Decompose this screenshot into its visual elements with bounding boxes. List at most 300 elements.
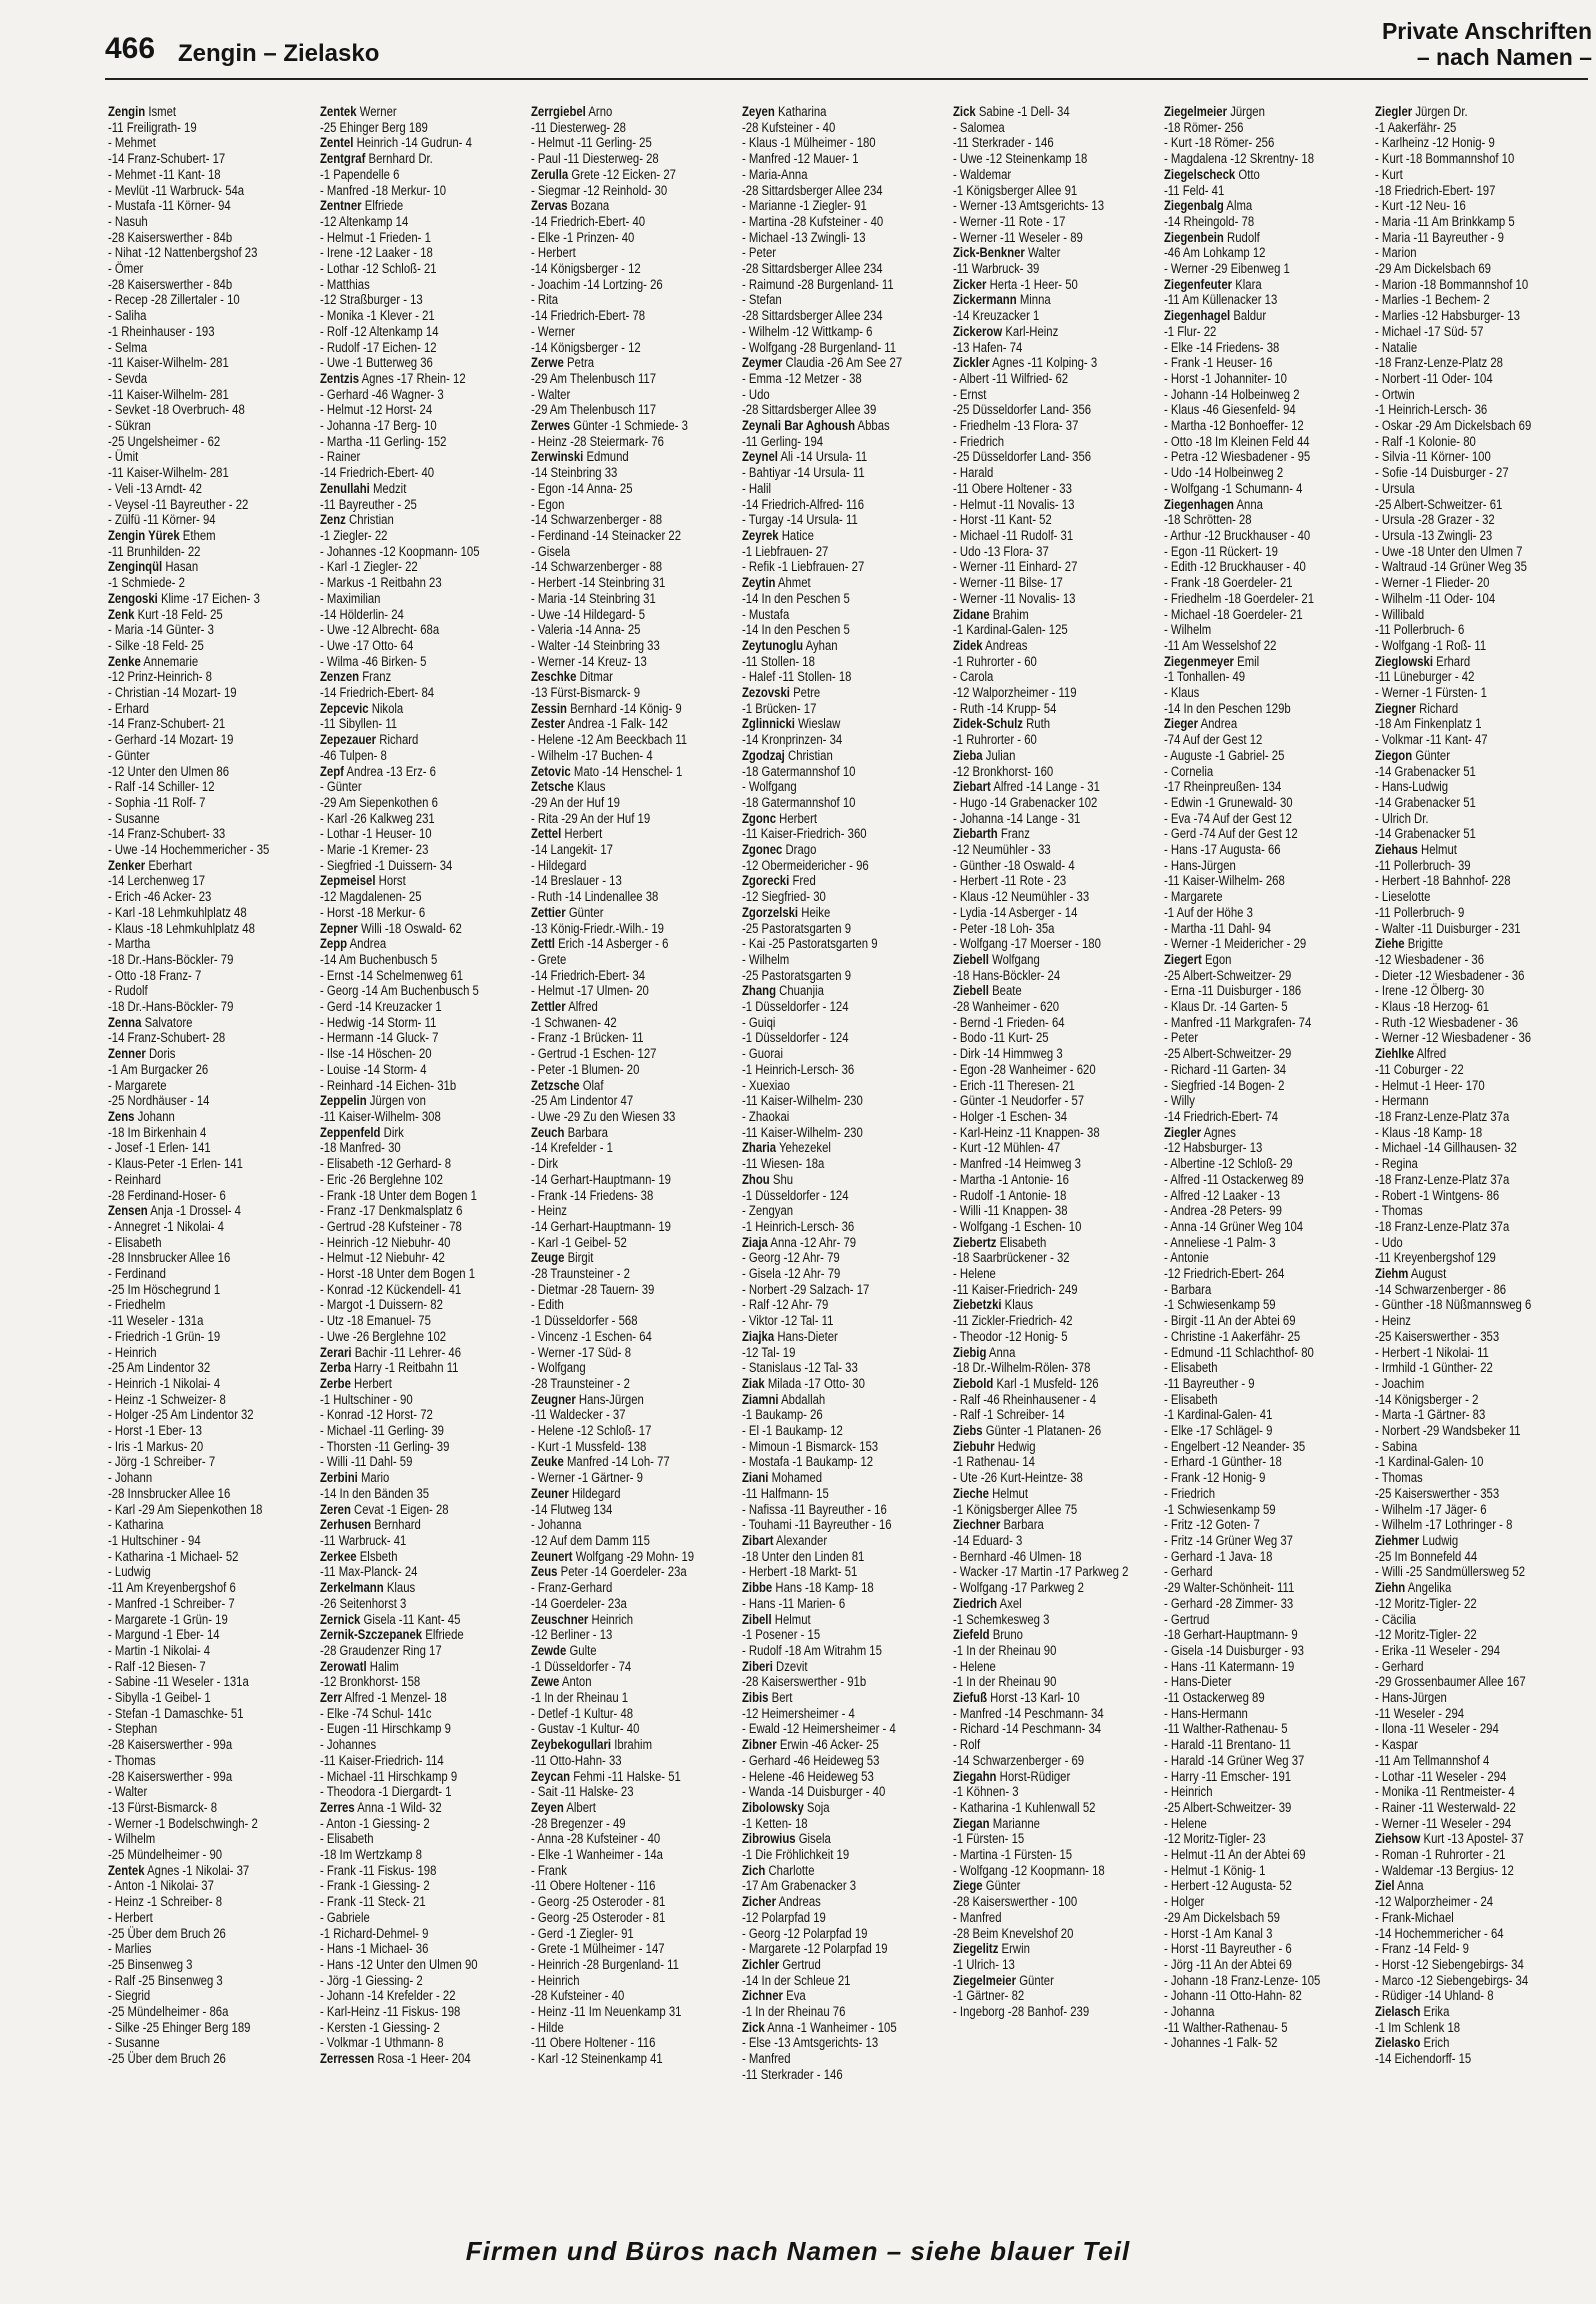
directory-entry [320, 151, 492, 167]
entry-details: - Helmut -1 Frieden- 1 [320, 229, 431, 245]
entry-details: - Georg -12 Ahr- 79 [742, 1250, 840, 1266]
entry-details: - Heinrich [108, 1344, 157, 1360]
entry-details: -29 Am Dickelsbach 69 [1375, 261, 1491, 277]
entry-details: - Frank -14 Friedens- 38 [531, 1187, 654, 1203]
entry-details: Klaus [386, 1580, 416, 1596]
entry-details: - Rudolf -18 Am Witrahm 15 [742, 1642, 882, 1658]
directory-entry [742, 1753, 914, 1769]
entry-details: -29 Am Siepenkothen 6 [320, 794, 438, 810]
directory-entry [1375, 921, 1547, 937]
entry-details: -14 Schwarzenberger - 86 [1375, 1281, 1507, 1297]
entry-details: - Ilse -14 Höschen- 20 [320, 1046, 432, 1062]
entry-details: Karl-Heinz [1005, 323, 1059, 339]
entry-details: - Manfred -1 Schreiber- 7 [108, 1595, 235, 1611]
entry-details: - Cäcilia [1375, 1611, 1416, 1627]
directory-entry [742, 1313, 914, 1329]
entry-details: Drago [785, 842, 817, 858]
entry-details: -11 Am Wesselshof 22 [1164, 637, 1277, 653]
entry-details: -11 Max-Planck- 24 [320, 1564, 418, 1580]
directory-entry [953, 1439, 1125, 1455]
directory-entry [953, 1816, 1125, 1832]
entry-details: Fehmi -11 Halske- 51 [573, 1768, 681, 1784]
entry-surname: Ziebell [953, 951, 989, 967]
entry-details: - Elke -17 Schlägel- 9 [1164, 1423, 1273, 1439]
directory-entry [108, 559, 280, 575]
entry-surname: Ziebetzki [953, 1297, 1002, 1313]
entry-details: - Siegmar -12 Reinhold- 30 [531, 182, 668, 198]
entry-details: - Werner -1 Gärtner- 9 [531, 1470, 643, 1486]
directory-entry [320, 355, 492, 371]
entry-details: - Johanna -17 Berg- 10 [320, 418, 437, 434]
entry-details: - Marion [1375, 245, 1417, 261]
directory-entry [531, 936, 703, 952]
entry-details: - Lydia -14 Asberger - 14 [953, 904, 1078, 920]
directory-entry [320, 1062, 492, 1078]
directory-entry [108, 1062, 280, 1078]
directory-entry [531, 230, 703, 246]
directory-columns [108, 104, 1588, 2204]
entry-details: - Ludwig [108, 1564, 151, 1580]
directory-entry [742, 1360, 914, 1376]
entry-surname: Zerhusen [320, 1517, 372, 1533]
directory-entry [531, 921, 703, 937]
directory-entry [1164, 779, 1336, 795]
entry-details: Klara [1235, 276, 1262, 292]
entry-details: -11 Pollerbruch- 9 [1375, 904, 1465, 920]
entry-details: -11 Kaiser-Friedrich- 114 [320, 1752, 444, 1768]
entry-details: -14 Friedrich-Ebert- 74 [1164, 1109, 1279, 1124]
entry-details: Kurt -13 Apostel- 37 [1423, 1831, 1524, 1847]
directory-entry [742, 277, 914, 293]
entry-details: - Nasuh [108, 213, 148, 229]
directory-entry [1375, 1266, 1547, 1282]
entry-surname: Zetovic [531, 763, 571, 779]
directory-entry [1375, 465, 1547, 481]
entry-details: - Wolfgang -17 Parkweg 2 [953, 1580, 1084, 1596]
entry-details: -25 Pastoratsgarten 9 [742, 920, 852, 936]
entry-details: -1 Fürsten- 15 [953, 1831, 1025, 1847]
entry-details: - Werner -11 Rote - 17 [953, 213, 1066, 229]
directory-entry [108, 1030, 280, 1046]
directory-entry [320, 387, 492, 403]
directory-entry [1164, 607, 1336, 623]
entry-details: - Friedrich [953, 433, 1005, 449]
directory-entry [953, 245, 1125, 261]
entry-details: - Frank-Michael [1375, 1909, 1454, 1925]
directory-entry [953, 1282, 1125, 1298]
entry-details: Edmund [586, 449, 629, 465]
entry-details: -25 Am Lindentor 47 [531, 1093, 634, 1109]
entry-details: - Marlies -1 Bechem- 2 [1375, 292, 1490, 308]
entry-details: -14 Königsberger - 12 [531, 339, 641, 355]
entry-details: Olaf [582, 1077, 604, 1093]
entry-details: -11 Coburger - 22 [1375, 1061, 1464, 1077]
entry-details: Jürgen [1230, 104, 1265, 119]
directory-entry [742, 1439, 914, 1455]
directory-entry [320, 654, 492, 670]
entry-surname: Zerwes [531, 418, 571, 434]
directory-entry [1164, 245, 1336, 261]
entry-details: - Manfred -14 Heimweg 3 [953, 1156, 1081, 1172]
directory-entry [742, 2020, 914, 2036]
entry-surname: Zenk [108, 606, 135, 622]
entry-details: - Johann -14 Holbeinweg 2 [1164, 386, 1300, 402]
directory-entry [953, 1046, 1125, 1062]
entry-surname: Zielasko [1375, 2035, 1421, 2051]
entry-details: Helmut [774, 1611, 811, 1627]
entry-details: - Bernhard -46 Ulmen- 18 [953, 1548, 1082, 1564]
entry-details: - Willi -11 Knappen- 38 [953, 1203, 1068, 1219]
entry-surname: Zidek-Schulz [953, 716, 1023, 732]
directory-entry [108, 858, 280, 874]
entry-details: - Ruth -14 Lindenallee 38 [531, 889, 659, 905]
entry-details: Annemarie [143, 653, 199, 669]
entry-details: - Johann -18 Franz-Lenze- 105 [1164, 1972, 1321, 1988]
directory-entry [1375, 701, 1547, 717]
entry-details: Bachir -11 Lehrer- 46 [354, 1344, 462, 1360]
directory-entry [108, 1140, 280, 1156]
entry-details: -11 Kaiser-Wilhelm- 281 [108, 386, 229, 402]
directory-entry [1164, 402, 1336, 418]
entry-details: - Egon -14 Anna- 25 [531, 480, 633, 496]
directory-entry [1164, 1486, 1336, 1502]
directory-entry [953, 355, 1125, 371]
entry-details: - Ursula [1375, 480, 1415, 496]
entry-details: -1 Baukamp- 26 [742, 1407, 823, 1423]
entry-details: - Ralf -1 Kolonie- 80 [1375, 433, 1476, 449]
directory-entry [531, 1706, 703, 1722]
entry-details: - Kersten -1 Giessing- 2 [320, 2019, 440, 2035]
directory-entry [531, 1156, 703, 1172]
entry-surname: Ziebold [953, 1375, 994, 1391]
entry-details: -29 Am Thelenbusch 117 [531, 370, 657, 386]
entry-details: - Uwe -29 Zu den Wiesen 33 [531, 1109, 676, 1124]
directory-entry [1375, 905, 1547, 921]
entry-details: -1 Rheinhauser - 193 [108, 323, 215, 339]
entry-details: - Maria-Anna [742, 166, 808, 182]
entry-details: -14 Kreuzacker 1 [953, 308, 1040, 324]
directory-entry [320, 1737, 492, 1753]
directory-entry [108, 1659, 280, 1675]
directory-entry [531, 198, 703, 214]
directory-entry [953, 1957, 1125, 1973]
directory-entry [320, 1580, 492, 1596]
entry-details: Alfred -14 Lange - 31 [993, 779, 1100, 795]
entry-details: - Michael -17 Süd- 57 [1375, 323, 1484, 339]
directory-entry [108, 764, 280, 780]
directory-entry [742, 1941, 914, 1957]
entry-details: - Margarete -12 Polarpfad 19 [742, 1941, 888, 1957]
entry-details: Bernhard -14 König- 9 [570, 700, 682, 716]
entry-details: - Klaus -18 Lehmkuhlplatz 48 [108, 920, 255, 936]
entry-surname: Zickler [953, 355, 990, 371]
entry-details: Anna [1397, 1878, 1424, 1894]
directory-entry [953, 701, 1125, 717]
entry-surname: Zessin [531, 700, 567, 716]
directory-entry [1375, 230, 1547, 246]
entry-surname: Zetsche [531, 779, 574, 795]
entry-details: - Michael -11 Hirschkamp 9 [320, 1768, 458, 1784]
directory-entry [108, 1690, 280, 1706]
directory-entry [1164, 559, 1336, 575]
directory-entry [1375, 1392, 1547, 1408]
directory-entry [320, 905, 492, 921]
directory-entry [108, 1250, 280, 1266]
entry-details: - Marta -1 Gärtner- 83 [1375, 1407, 1486, 1423]
directory-entry [953, 779, 1125, 795]
entry-details: - Mehmet [108, 135, 156, 151]
entry-details: Brahim [992, 606, 1029, 622]
directory-entry [1164, 371, 1336, 387]
entry-details: -28 Graudenzer Ring 17 [320, 1642, 442, 1658]
entry-surname: Zeuke [531, 1454, 564, 1470]
entry-details: - Reinhard -14 Eichen- 31b [320, 1077, 457, 1093]
entry-details: - Andrea -28 Peters- 99 [1164, 1203, 1282, 1219]
directory-entry [108, 544, 280, 560]
directory-entry [953, 1313, 1125, 1329]
entry-details: - Helmut -17 Ulmen- 20 [531, 983, 649, 999]
directory-entry [953, 591, 1125, 607]
directory-entry [320, 795, 492, 811]
entry-details: - Rudolf -1 Antonie- 18 [953, 1187, 1067, 1203]
directory-entry [953, 1297, 1125, 1313]
entry-details: -1 Papendelle 6 [320, 166, 400, 182]
directory-entry [108, 1407, 280, 1423]
directory-entry [108, 1235, 280, 1251]
directory-entry [953, 968, 1125, 984]
directory-entry [531, 528, 703, 544]
entry-details: -18 Römer- 256 [1164, 119, 1244, 135]
directory-entry [108, 183, 280, 199]
directory-entry [531, 905, 703, 921]
entry-details: -11 Sterkrader - 146 [742, 2066, 843, 2082]
entry-details: -1 Düsseldorfer - 124 [742, 1187, 849, 1203]
directory-entry [1164, 826, 1336, 842]
entry-details: - Willibald [1375, 606, 1425, 622]
entry-details: Katharina [777, 104, 827, 119]
directory-entry [320, 685, 492, 701]
entry-surname: Zeppenfeld [320, 1124, 381, 1140]
directory-entry [1164, 1863, 1336, 1879]
directory-entry [1164, 1643, 1336, 1659]
entry-details: - Gisela -12 Ahr- 79 [742, 1266, 841, 1282]
entry-details: -28 Innsbrucker Allee 16 [108, 1250, 231, 1266]
directory-entry [1375, 873, 1547, 889]
entry-details: - Margarete -1 Grün- 19 [108, 1611, 228, 1627]
entry-details: - Martha -12 Bonhoeffer- 12 [1164, 418, 1304, 434]
entry-details: Abdallah [781, 1391, 826, 1407]
entry-details: - Sibylla -1 Geibel- 1 [108, 1690, 211, 1706]
directory-entry [953, 308, 1125, 324]
entry-details: -11 Freiligrath- 19 [108, 119, 197, 135]
directory-entry [531, 1502, 703, 1518]
entry-details: Emil [1237, 653, 1260, 669]
directory-entry [1375, 1941, 1547, 1957]
entry-surname: Zepcevic [320, 700, 369, 716]
directory-entry [1164, 575, 1336, 591]
directory-entry [320, 1297, 492, 1313]
directory-entry [742, 120, 914, 136]
directory-entry [742, 1423, 914, 1439]
directory-entry [953, 449, 1125, 465]
directory-entry [1375, 811, 1547, 827]
entry-details: Horst-Rüdiger [999, 1768, 1071, 1784]
directory-entry [1164, 1941, 1336, 1957]
entry-details: Helmut [992, 1485, 1029, 1501]
entry-details: - Georg -25 Osteroder - 81 [531, 1909, 666, 1925]
entry-details: - Karl -1 Geibel- 52 [531, 1234, 627, 1250]
directory-entry [320, 167, 492, 183]
directory-entry [1375, 2035, 1547, 2051]
directory-entry [953, 135, 1125, 151]
entry-details: -25 Mündelheimer - 90 [108, 1847, 223, 1863]
entry-details: - Johanna [1164, 2004, 1215, 2020]
directory-entry [1164, 921, 1336, 937]
directory-entry [320, 449, 492, 465]
entry-details: -12 Magdalenen- 25 [320, 889, 422, 905]
entry-details: -1 Auf der Höhe 3 [1164, 904, 1253, 920]
directory-entry [108, 1973, 280, 1989]
entry-details: - Franz -17 Denkmalsplatz 6 [320, 1203, 463, 1219]
entry-details: - Mustafa -11 Körner- 94 [108, 198, 231, 214]
entry-details: - Saliha [108, 308, 147, 324]
directory-entry [531, 1219, 703, 1235]
entry-surname: Zielasch [1375, 2004, 1421, 2020]
directory-entry [953, 559, 1125, 575]
entry-details: - Carola [953, 669, 994, 685]
directory-entry [1375, 952, 1547, 968]
entry-details: -28 Kaiserswerther - 99a [108, 1768, 233, 1784]
directory-entry [108, 1172, 280, 1188]
entry-details: -17 Am Grabenacker 3 [742, 1878, 857, 1894]
directory-entry [953, 465, 1125, 481]
directory-entry [320, 559, 492, 575]
directory-entry [1375, 528, 1547, 544]
directory-entry [1164, 167, 1336, 183]
directory-entry [1375, 842, 1547, 858]
directory-entry [742, 858, 914, 874]
entry-details: - Mimoun -1 Bismarck- 153 [742, 1438, 879, 1454]
entry-surname: Zettier [531, 904, 566, 920]
directory-entry [320, 1266, 492, 1282]
entry-details: - Maria -11 Bayreuther - 9 [1375, 229, 1504, 245]
directory-entry [1375, 1878, 1547, 1894]
entry-details: Hans-Dieter [777, 1328, 838, 1344]
directory-entry [531, 1297, 703, 1313]
directory-entry [742, 465, 914, 481]
entry-details: - Norbert -11 Oder- 104 [1375, 370, 1493, 386]
entry-details: - Gerhard -1 Java- 18 [1164, 1548, 1273, 1564]
directory-entry [531, 1517, 703, 1533]
entry-details: - Petra -12 Wiesbadener - 95 [1164, 449, 1311, 465]
directory-entry [1375, 1093, 1547, 1109]
directory-entry [108, 1517, 280, 1533]
entry-details: - Nihat -12 Nattenbergshof 23 [108, 245, 258, 261]
directory-entry [742, 1235, 914, 1251]
entry-details: -11 Pollerbruch- 39 [1375, 857, 1471, 873]
entry-surname: Zgonc [742, 810, 777, 826]
entry-details: - Helene -12 Am Beeckbach 11 [531, 732, 688, 748]
directory-entry [531, 1392, 703, 1408]
entry-details: Werner [359, 104, 397, 119]
entry-surname: Zenzen [320, 669, 360, 685]
directory-entry [742, 1266, 914, 1282]
entry-details: - Ralf -1 Schreiber- 14 [953, 1407, 1065, 1423]
directory-entry [1164, 1030, 1336, 1046]
directory-entry [108, 669, 280, 685]
directory-entry [320, 1109, 492, 1125]
entry-details: - Peter -1 Blumen- 20 [531, 1061, 640, 1077]
entry-details: - Horst -1 Johanniter- 10 [1164, 370, 1287, 386]
directory-entry [531, 292, 703, 308]
entry-details: Günter [1415, 747, 1451, 763]
directory-entry [1164, 1580, 1336, 1596]
entry-details: Helmut [1421, 842, 1457, 858]
entry-details: - Erich -46 Acker- 23 [108, 889, 212, 905]
entry-surname: Zerbini [320, 1470, 358, 1486]
directory-entry [953, 292, 1125, 308]
entry-details: Peter -14 Goerdeler- 23a [560, 1564, 687, 1580]
entry-details: Franz [1000, 826, 1030, 842]
entry-details: - Walter [531, 386, 571, 402]
entry-details: - Johanna [531, 1517, 582, 1533]
directory-entry [320, 1894, 492, 1910]
entry-surname: Zerres [320, 1799, 355, 1815]
header-rule [105, 78, 1588, 80]
directory-entry [1164, 654, 1336, 670]
entry-details: - Edith [531, 1297, 564, 1313]
directory-entry [1375, 685, 1547, 701]
directory-entry [1164, 1235, 1336, 1251]
entry-details: - Jörg -11 An der Abtei 69 [1164, 1956, 1292, 1972]
entry-details: -11 Obere Holtener - 33 [953, 480, 1072, 496]
directory-entry [320, 512, 492, 528]
directory-entry [108, 1564, 280, 1580]
directory-entry [531, 952, 703, 968]
entry-surname: Zettel [531, 826, 562, 842]
entry-details: - Ümit [108, 449, 139, 465]
entry-details: - Herbert [531, 245, 576, 261]
directory-entry [108, 151, 280, 167]
entry-details: -14 Friedrich-Alfred- 116 [742, 496, 865, 512]
entry-surname: Zich [742, 1862, 766, 1878]
directory-entry [1375, 371, 1547, 387]
directory-entry [742, 968, 914, 984]
directory-entry [531, 764, 703, 780]
entry-details: - Werner -11 Weseler - 89 [953, 229, 1083, 245]
directory-entry [320, 1407, 492, 1423]
entry-surname: Zewde [531, 1642, 567, 1658]
entry-details: -25 Mündelheimer - 86a [108, 2004, 229, 2020]
directory-entry [1375, 1737, 1547, 1753]
entry-surname: Ziebarth [953, 826, 998, 842]
entry-surname: Zerkelmann [320, 1580, 384, 1596]
entry-details: Herbert [779, 810, 817, 826]
entry-surname: Zenker [108, 857, 146, 873]
entry-details: - Uwe -26 Berglehne 102 [320, 1328, 447, 1344]
entry-details: - Martina -28 Kufsteiner - 40 [742, 213, 884, 229]
directory-entry [320, 622, 492, 638]
entry-details: - Erhard [108, 700, 149, 716]
entry-details: - Johanna -14 Lange - 31 [953, 810, 1081, 826]
entry-details: - Detlef -1 Kultur- 48 [531, 1705, 634, 1721]
entry-details: Erika [1423, 2004, 1450, 2020]
directory-entry [953, 151, 1125, 167]
entry-details: -12 Unter den Ulmen 86 [108, 763, 230, 779]
entry-surname: Zettler [531, 999, 566, 1015]
directory-entry [531, 701, 703, 717]
directory-entry [953, 1250, 1125, 1266]
